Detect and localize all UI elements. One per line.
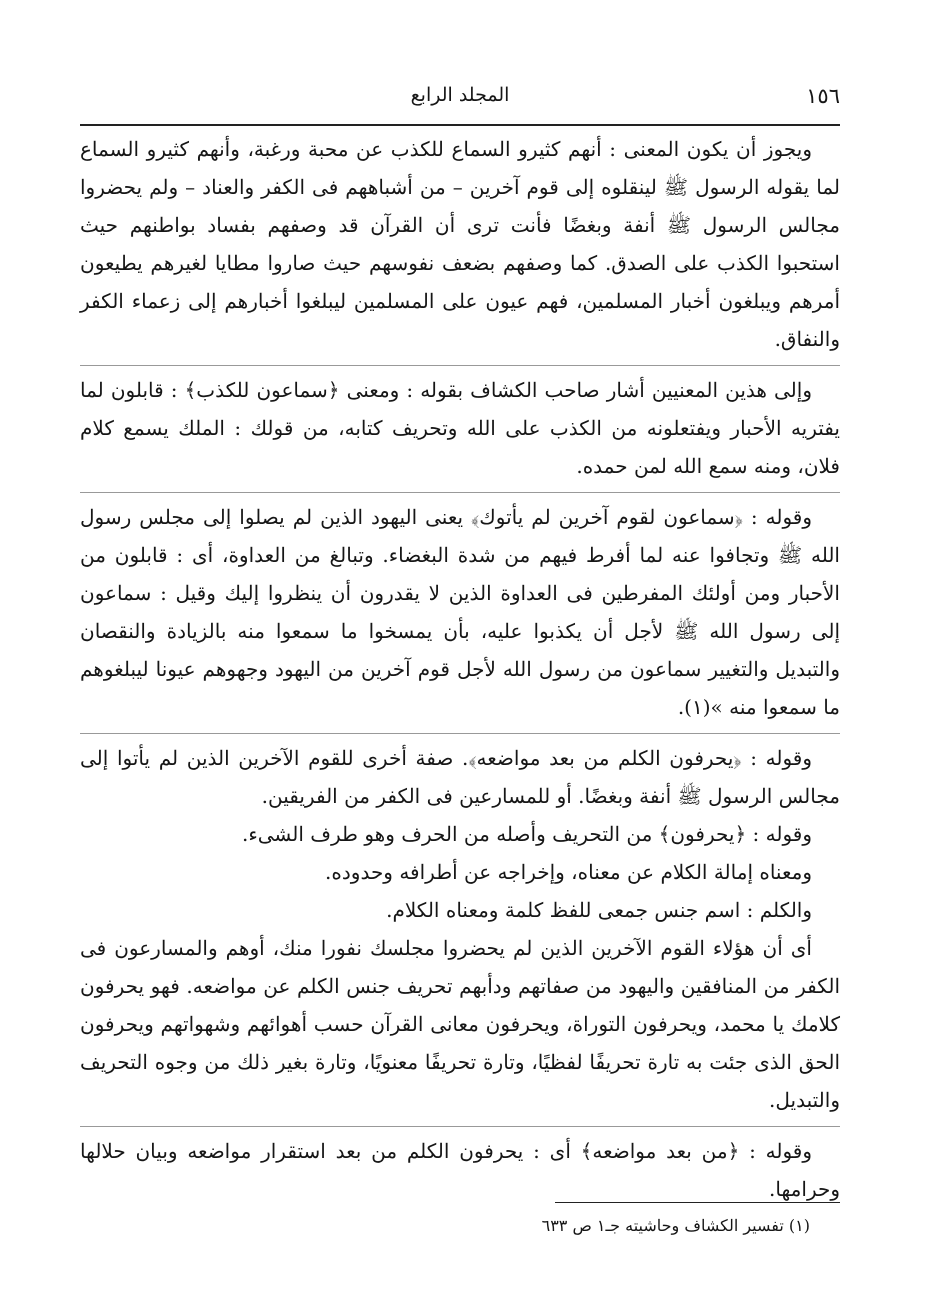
paragraph: وإلى هذين المعنيين أشار صاحب الكشاف بقوله : ومعنى ﴿سماعون للكذب﴾ : قابلون لما يفتريه الأحبار ويفتعلونه من الكذب على الله وتحريف كتابه، من قولك : الملك يسمع كلام فلان، ومنه سمع الله لمن حمده. [80,365,840,485]
paragraph: أى أن هؤلاء القوم الآخرين الذين لم يحضروا مجلسك نفورا منك، أوهم والمسارعون فى الكفر من المنافقين واليهود من صفاتهم ودأبهم تحريف جنس الكلم عن مواضعه. فهو يحرفون كلامك يا محمد، ويحرفون التوراة، ويحرفون معانى القرآن حسب أهوائهم وشهواتهم ويحرفون الحق الذى جئت به تارة تحريفًا لفظيًا، وتارة تحريفًا معنويًا، وتارة بغير ذلك من وجوه التحريف والتبديل. [80,936,840,1112]
footnote-rule [555,1202,840,1203]
body-text [80,130,840,1208]
paragraph: والكلم : اسم جنس جمعى للفظ كلمة ومعناه الكلام. [386,898,812,922]
footnote: (١) تفسير الكشاف وحاشيته جـ١ ص ٦٣٣ [541,1216,810,1235]
page-header [80,84,840,120]
volume-title: المجلد الرابع [410,84,510,106]
header-rule [80,124,840,126]
paragraph: ويجوز أن يكون المعنى : أنهم كثيرو السماع للكذب عن محبة ورغبة، وأنهم كثيرو السماع لما يقوله الرسول ﷺ لينقلوه إلى قوم آخرين – من أشباههم فى الكفر والعناد – ولم يحضروا مجالس الرسول ﷺ أنفة وبغضًا فأنت ترى أن القرآن قد وصفهم بفساد بواطنهم حيث استحبوا الكذب على الصدق. كما وصفهم بضعف نفوسهم حيث صاروا مطايا لغيرهم يطيعون أمرهم ويبلغون أخبار المسلمين، فهم عيون على المسلمين ليبلغوا أخبارهم إلى زعماء الكفر والنفاق. [80,137,840,351]
paragraph: وقوله : ﴿يحرفون الكلم من بعد مواضعه﴾. صفة أخرى للقوم الآخرين الذين لم يأتوا إلى مجالس الرسول ﷺ أنفة وبغضًا. أو للمسارعين فى الكفر من الفريقين. [80,733,840,815]
paragraph: وقوله : ﴿سماعون لقوم آخرين لم يأتوك﴾ يعنى اليهود الذين لم يصلوا إلى مجلس رسول الله ﷺ وتجافوا عنه لما أفرط فيهم من شدة البغضاء. وتبالغ من العداوة، أى : قابلون من الأحبار ومن أولئك المفرطين فى العداوة الذين لا يقدرون أن ينظروا إليك وقيل : سماعون إلى رسول الله ﷺ لأجل أن يكذبوا عليه، بأن يمسخوا ما سمعوا منه بالزيادة والنقصان والتبديل والتغيير سماعون من رسول الله لأجل قوم آخرين من اليهود وجهوهم عيونا ليبلغوهم ما سمعوا منه »(١). [80,492,840,726]
paragraph: ومعناه إمالة الكلام عن معناه، وإخراجه عن أطرافه وحدوده. [325,860,812,884]
paragraph: وقوله : ﴿يحرفون﴾ من التحريف وأصله من الحرف وهو طرف الشىء. [242,822,812,846]
page-number: ١٥٦ [806,84,840,108]
paragraph: وقوله : ﴿من بعد مواضعه﴾ أى : يحرفون الكلم من بعد استقرار مواضعه وبيان حلالها وحرامها. [80,1126,840,1208]
